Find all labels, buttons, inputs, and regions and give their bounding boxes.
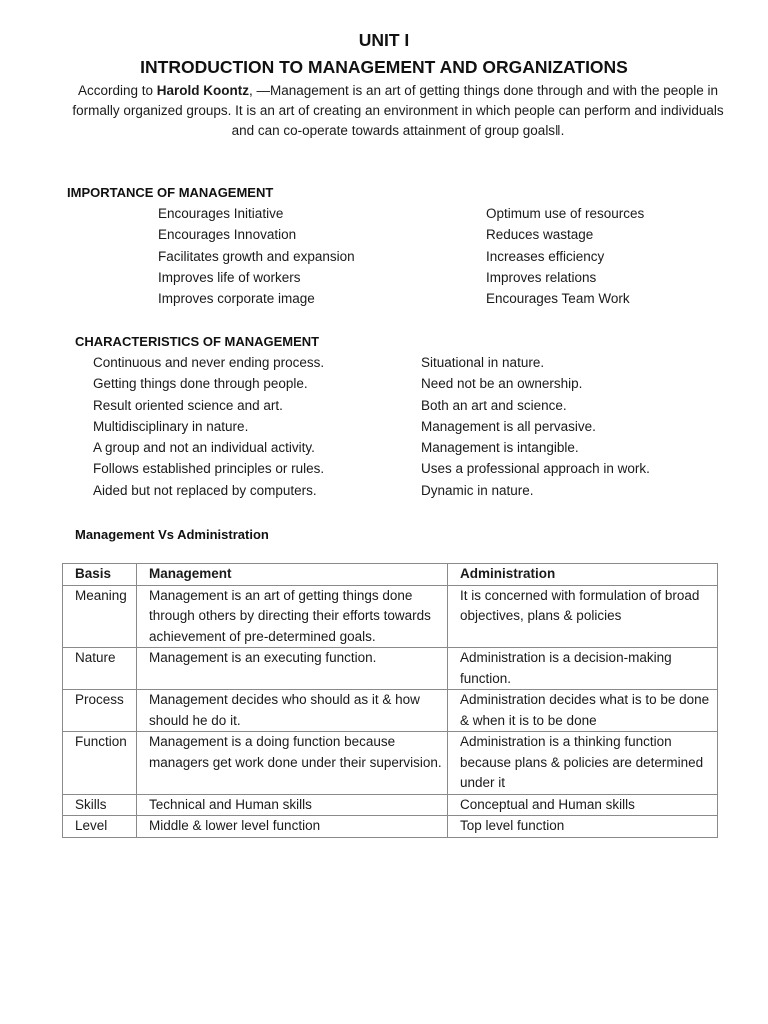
list-item: Management is all pervasive. [421,418,596,434]
intro-text: , ―Management is an art of getting things done through and with the people in formally organized groups. It is an art of creating an environment in which people can perform and individuals and can co-operate towards attainment of group goals‖. [72,83,724,138]
table-row [63,794,718,816]
intro-prefix: According to [77,83,157,98]
list-item: Getting things done through people. [93,376,308,392]
basis-cell: Level [63,816,137,838]
list-item: Aided but not replaced by computers. [93,482,317,498]
table-header-row [63,564,718,586]
management-cell: Middle & lower level function [137,816,448,838]
list-item: Situational in nature. [421,355,545,370]
intro-author: Harold Koontz [156,83,249,98]
basis-cell: Function [63,732,137,795]
list-item: Improves life of workers [158,269,301,285]
management-cell: Technical and Human skills [137,794,448,816]
administration-cell: Administration is a decision-making function. [448,648,718,690]
importance-left-list [158,203,355,309]
list-item: Uses a professional approach in work. [421,461,650,477]
list-item: Multidisciplinary in nature. [93,418,249,434]
management-cell: Management is an executing function. [137,648,448,690]
characteristics-right-list [421,352,650,501]
administration-cell: Administration decides what is to be done & when it is to be done [448,690,718,732]
unit-title: UNIT I [358,30,410,50]
column-header: Basis [63,564,137,586]
list-item: Both an art and science. [421,397,567,413]
comparison-table [62,563,718,838]
management-cell: Management is an art of getting things done through others by directing their efforts towards achievement of pre-determined goals. [137,585,448,648]
list-item: Improves corporate image [158,291,315,307]
list-item: Encourages Innovation [158,227,297,243]
list-item: Need not be an ownership. [421,376,583,392]
column-header: Administration [448,564,718,586]
column-header: Management [137,564,448,586]
basis-cell: Meaning [63,585,137,648]
administration-cell: Conceptual and Human skills [448,794,718,816]
list-item: Encourages Team Work [486,291,630,307]
list-item: Increases efficiency [486,248,605,264]
list-item: A group and not an individual activity. [93,440,315,456]
table-row [63,585,718,648]
list-item: Improves relations [486,269,597,285]
importance-heading: IMPORTANCE OF MANAGEMENT [67,185,274,200]
table-row [63,648,718,690]
basis-cell: Skills [63,794,137,816]
list-item: Management is intangible. [421,440,579,456]
comparison-heading: Management Vs Administration [75,527,269,542]
page-title: INTRODUCTION TO MANAGEMENT AND ORGANIZATIONS [140,57,628,77]
characteristics-left-list [93,352,324,501]
list-item: Result oriented science and art. [93,397,283,413]
list-item: Optimum use of resources [486,206,645,221]
table-row [63,690,718,732]
management-cell: Management decides who should as it & how should he do it. [137,690,448,732]
list-item: Dynamic in nature. [421,482,534,498]
list-item: Continuous and never ending process. [93,355,325,370]
administration-cell: Top level function [448,816,718,838]
basis-cell: Process [63,690,137,732]
list-item: Follows established principles or rules. [93,461,325,477]
basis-cell: Nature [63,648,137,690]
importance-right-list [486,203,644,309]
intro-paragraph [60,81,736,141]
administration-cell: Administration is a thinking function because plans & policies are determined under it [448,732,718,795]
characteristics-heading: CHARACTERISTICS OF MANAGEMENT [75,334,320,349]
table-row [63,732,718,795]
list-item: Reduces wastage [486,227,594,243]
list-item: Encourages Initiative [158,206,284,221]
list-item: Facilitates growth and expansion [158,248,355,264]
table-row [63,816,718,838]
administration-cell: It is concerned with formulation of broad objectives, plans & policies [448,585,718,648]
management-cell: Management is a doing function because managers get work done under their supervision. [137,732,448,795]
